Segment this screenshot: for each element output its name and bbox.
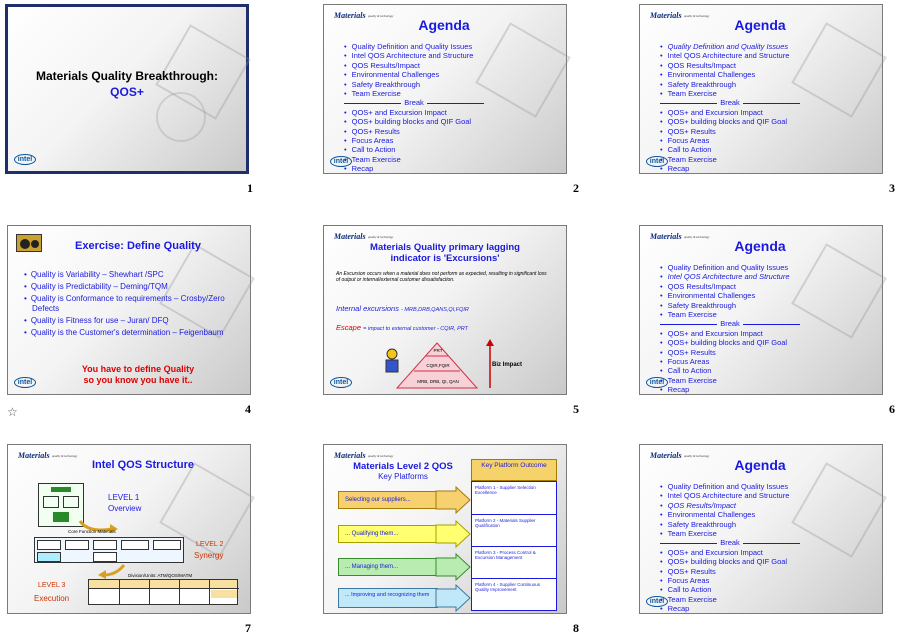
slide-title: Agenda: [734, 17, 786, 33]
slide-thumbnail-7[interactable]: [7, 444, 267, 635]
slide-number: 2: [573, 181, 579, 195]
materials-logo: Materials quality & technology: [650, 232, 710, 241]
agenda-item: • QOS+ building blocks and QIF Goal: [660, 117, 800, 126]
definition-text: An Excursion occurs when a material does not perform as expected, resulting in significant loss of output or internal/external customer dissatisfaction.: [336, 271, 547, 283]
background-decoration: [791, 462, 887, 558]
materials-logo: Materials quality & technology: [334, 11, 394, 20]
agenda-item: • Environmental Challenges: [344, 70, 484, 79]
agenda-item: • QOS+ Results: [660, 567, 800, 576]
slide-title: Materials Quality primary lagging: [370, 242, 520, 253]
outcome-item: Platform 3 - Process Control & Excursion Management: [472, 546, 556, 578]
emphasis-text: so you know you have it..: [83, 375, 193, 385]
outcome-panel: [471, 481, 557, 611]
agenda-list: [660, 482, 800, 614]
agenda-list: [660, 263, 800, 395]
slide-thumbnail-6[interactable]: [639, 225, 899, 416]
agenda-item: • Call to Action: [660, 145, 800, 154]
level1-label: LEVEL 1: [108, 493, 140, 502]
agenda-item: • QOS Results/Impact: [344, 61, 484, 70]
agenda-item: • QOS+ building blocks and QIF Goal: [344, 117, 484, 126]
outcome-header: Key Platform Outcome: [471, 459, 557, 481]
pyramid-level-middle: CQIR,FQIR: [426, 363, 450, 368]
level2-label: LEVEL 2: [196, 541, 224, 548]
intel-logo-icon: intel: [646, 596, 668, 607]
slide-title: Exercise: Define Quality: [75, 240, 201, 252]
agenda-item: • Team Exercise: [344, 155, 484, 164]
transition-star-icon: ☆: [7, 405, 18, 419]
agenda-item: • Intel QOS Architecture and Structure: [344, 51, 484, 60]
platform-arrow-1: Selecting our suppliers...: [338, 491, 438, 509]
intel-logo-icon: intel: [14, 377, 36, 388]
slide-9[interactable]: [639, 444, 883, 614]
slide-title: Materials Level 2 QOS: [353, 461, 453, 472]
agenda-item: • Safety Breakthrough: [660, 301, 800, 310]
slide-6[interactable]: [639, 225, 883, 395]
slide-4[interactable]: [7, 225, 251, 395]
outcome-item: Platform 4 - Supplier Continuous Quality Improvement: [472, 578, 556, 608]
slide-subtitle: QOS+: [110, 85, 144, 99]
slide-number: 3: [889, 181, 895, 195]
background-decoration: [156, 92, 206, 142]
slide-thumbnail-8[interactable]: [323, 444, 583, 635]
level3-table: [88, 579, 238, 605]
agenda-item-highlighted: • Intel QOS Architecture and Structure: [660, 272, 800, 281]
agenda-item: • Team Exercise: [660, 376, 800, 385]
slide-thumbnail-5[interactable]: [323, 225, 583, 416]
bullet-item: • Quality is the Customer's determination – Feigenbaum: [22, 328, 242, 338]
agenda-item: • QOS+ building blocks and QIF Goal: [660, 557, 800, 566]
agenda-item: • QOS+ and Excursion Impact: [344, 108, 484, 117]
slide-title: Agenda: [418, 17, 470, 33]
slide-thumbnail-2[interactable]: [323, 4, 583, 195]
agenda-item: • Team Exercise: [660, 310, 800, 319]
intel-logo-icon: intel: [646, 377, 668, 388]
slide-5[interactable]: [323, 225, 567, 395]
agenda-item: • Environmental Challenges: [660, 291, 800, 300]
agenda-item: • Team Exercise: [660, 595, 800, 604]
agenda-item: • Team Exercise: [344, 89, 484, 98]
bullet-item: • Quality is Predictability – Deming/TQM: [22, 282, 242, 292]
agenda-item: • Team Exercise: [660, 529, 800, 538]
agenda-item: • Quality Definition and Quality Issues: [660, 263, 800, 272]
slide-number: 6: [889, 402, 895, 416]
slide-title: Agenda: [734, 238, 786, 254]
agenda-item: • Focus Areas: [660, 357, 800, 366]
slide-1[interactable]: [5, 4, 249, 174]
arrow-head-icon: [436, 585, 470, 611]
intel-logo-icon: intel: [646, 156, 668, 167]
slide-number: 1: [247, 181, 253, 195]
agenda-item: • QOS Results/Impact: [660, 282, 800, 291]
intel-logo-icon: intel: [330, 377, 352, 388]
slide-7[interactable]: [7, 444, 251, 614]
break-divider: Break: [344, 98, 484, 107]
curved-arrow-icon: [98, 563, 128, 579]
slide-3[interactable]: [639, 4, 883, 174]
level3-label: LEVEL 3: [38, 582, 66, 589]
background-decoration: [791, 243, 887, 339]
level3-sublabel: Execution: [34, 594, 70, 603]
outcome-item: Platform 1 - Supplier Selection Excellence: [475, 485, 536, 495]
agenda-item: • QOS+ building blocks and QIF Goal: [660, 338, 800, 347]
agenda-item: • Quality Definition and Quality Issues: [660, 482, 800, 491]
escape-line: Escape = impact to external customer - CQIR, PRT: [336, 323, 469, 332]
agenda-list: [660, 42, 800, 174]
arrow-head-icon: [436, 554, 470, 580]
agenda-item: • Recap: [660, 164, 800, 173]
agenda-item: • QOS+ Results: [660, 127, 800, 136]
agenda-item: • QOS+ and Excursion Impact: [660, 548, 800, 557]
platform-arrow-4: ... Improving and recognizing them: [338, 588, 438, 608]
agenda-item: • Safety Breakthrough: [344, 80, 484, 89]
agenda-item: • Call to Action: [660, 366, 800, 375]
slide-title: Agenda: [734, 457, 786, 473]
outcome-item: Platform 2 - Materials Supplier Qualification: [472, 514, 556, 546]
agenda-item: • QOS+ Results: [344, 127, 484, 136]
level2-sublabel: Synergy: [194, 551, 224, 560]
slide-thumbnail-3[interactable]: [639, 4, 899, 195]
bullet-list: [22, 270, 242, 340]
agenda-item: • Safety Breakthrough: [660, 520, 800, 529]
intel-logo-icon: intel: [14, 154, 36, 165]
slide-title: indicator is 'Excursions': [390, 253, 500, 264]
slide-8[interactable]: [323, 444, 567, 614]
agenda-item: • Focus Areas: [344, 136, 484, 145]
agenda-item: • Safety Breakthrough: [660, 80, 800, 89]
break-divider: Break: [660, 98, 800, 107]
agenda-item: • QOS+ Results: [660, 348, 800, 357]
slide-number: 5: [573, 402, 579, 416]
agenda-item: • Team Exercise: [660, 155, 800, 164]
slide-thumbnail-1[interactable]: [5, 4, 265, 195]
agenda-item: • Focus Areas: [660, 136, 800, 145]
bullet-item: • Quality is Variability – Shewhart /SPC: [22, 270, 242, 280]
agenda-item: • QOS+ and Excursion Impact: [660, 329, 800, 338]
emphasis-text: You have to define Quality: [81, 364, 195, 374]
intel-logo-icon: intel: [330, 156, 352, 167]
agenda-item: • QOS+ and Excursion Impact: [660, 108, 800, 117]
slide-thumbnail-4[interactable]: [7, 225, 267, 419]
slide-subtitle: Key Platforms: [378, 472, 428, 481]
biz-impact-label: Biz Impact: [492, 362, 523, 368]
platform-arrow-3: ... Managing them...: [338, 558, 438, 576]
agenda-item: • Recap: [344, 164, 484, 173]
pyramid-level-top: PRT: [433, 348, 443, 353]
bullet-item: • Quality is Fitness for use – Juran/ DFQ: [22, 316, 242, 326]
platform-arrow-2: ... Qualifying them...: [338, 525, 438, 543]
slide-title: Intel QOS Structure: [91, 459, 195, 471]
agenda-item-highlighted: • QOS Results/Impact: [660, 501, 800, 510]
level1-sublabel: Overview: [108, 504, 142, 513]
internal-excursions: Internal excursions - MRB,DRB,QANS,QI,FQIR: [336, 304, 469, 313]
bullet-item: • Quality is Conformance to requirements – Crosby/Zero Defects: [22, 294, 242, 314]
slide-number: 4: [245, 402, 251, 416]
arrow-head-icon: [436, 521, 470, 547]
agenda-item: • Intel QOS Architecture and Structure: [660, 51, 800, 60]
agenda-item: • Intel QOS Architecture and Structure: [660, 491, 800, 500]
background-decoration: [791, 22, 887, 118]
slide-number: 8: [573, 621, 579, 635]
agenda-item: • Environmental Challenges: [660, 510, 800, 519]
core-function-label: Core Function Materials: [68, 529, 116, 534]
slide-thumbnail-9[interactable]: [639, 444, 899, 614]
slide-title: Materials Quality Breakthrough:: [35, 69, 219, 83]
break-divider: Break: [660, 538, 800, 547]
agenda-item: • Call to Action: [660, 585, 800, 594]
excursion-pyramid: [382, 338, 532, 398]
agenda-item: • Call to Action: [344, 145, 484, 154]
materials-logo: Materials quality & technology: [334, 451, 394, 460]
person-clipart-icon: [380, 348, 404, 376]
agenda-item: • Quality Definition and Quality Issues: [344, 42, 484, 51]
agenda-item: • Recap: [660, 385, 800, 394]
agenda-list: [344, 42, 484, 174]
agenda-item: • Environmental Challenges: [660, 70, 800, 79]
slide-number: 7: [245, 621, 251, 635]
level2-org-chart: [34, 537, 184, 563]
materials-logo: Materials quality & technology: [18, 451, 78, 460]
background-decoration: [475, 22, 571, 118]
materials-logo: Materials quality & technology: [650, 451, 710, 460]
slide-2[interactable]: [323, 4, 567, 174]
arrow-head-icon: [436, 487, 470, 513]
agenda-item: • Recap: [660, 604, 800, 613]
agenda-item: • Focus Areas: [660, 576, 800, 585]
materials-logo: Materials quality & technology: [650, 11, 710, 20]
pyramid-level-bottom: MRB, DRB, QI, QAN: [417, 379, 459, 384]
break-divider: Break: [660, 319, 800, 328]
division-label: Division/Units: ATM/QOS/MATM: [128, 573, 193, 578]
agenda-item: • QOS Results/Impact: [660, 61, 800, 70]
agenda-item-highlighted: • Quality Definition and Quality Issues: [660, 42, 800, 51]
agenda-item: • Team Exercise: [660, 89, 800, 98]
materials-logo: Materials quality & technology: [334, 232, 394, 241]
